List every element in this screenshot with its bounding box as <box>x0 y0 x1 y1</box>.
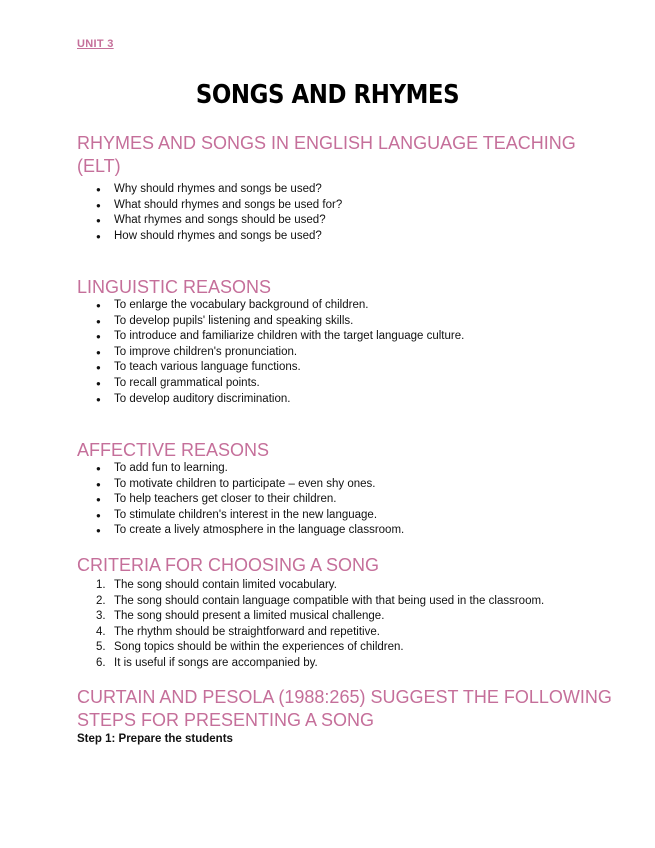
list-item: ● To help teachers get closer to their children. <box>77 492 625 508</box>
linguistic-reasons-list <box>77 298 625 407</box>
section-heading-elt: RHYMES AND SONGS IN ENGLISH LANGUAGE TEACHING (ELT) <box>77 133 576 176</box>
affective-reasons-list <box>77 461 625 539</box>
list-number: 3. <box>96 610 106 623</box>
list-item <box>77 640 625 656</box>
list-item: ● How should rhymes and songs be used? <box>77 229 625 245</box>
list-item: ● To stimulate children's interest in the new language. <box>77 508 625 524</box>
list-item-text: The song should present a limited musical challenge. <box>114 610 385 623</box>
list-number: 5. <box>96 641 106 654</box>
list-item: ● To improve children's pronunciation. <box>77 345 625 361</box>
list-item: ● To create a lively atmosphere in the language classroom. <box>77 523 625 539</box>
unit-label: UNIT 3 <box>77 38 114 50</box>
list-item: ● What rhymes and songs should be used? <box>77 213 625 229</box>
list-item: ● To introduce and familiarize children with the target language culture. <box>77 329 625 345</box>
list-item: ● What should rhymes and songs be used for? <box>77 198 625 214</box>
list-item <box>77 609 625 625</box>
criteria-list <box>77 578 625 672</box>
list-number: 4. <box>96 625 106 638</box>
section-heading-steps: CURTAIN AND PESOLA (1988:265) SUGGEST THE FOLLOWING STEPS FOR PRESENTING A SONG <box>77 687 612 730</box>
list-item: ● To enlarge the vocabulary background of children. <box>77 298 625 314</box>
section-heading-criteria: CRITERIA FOR CHOOSING A SONG <box>77 555 380 575</box>
list-item-text: The song should contain limited vocabulary. <box>114 579 337 591</box>
section-heading-linguistic: LINGUISTIC REASONS <box>77 277 272 297</box>
list-item-text: It is useful if songs are accompanied by. <box>114 656 318 669</box>
list-item <box>77 625 625 641</box>
page-title: SONGS AND RHYMES <box>195 80 460 110</box>
list-number: 6. <box>96 656 106 669</box>
list-item <box>77 656 625 672</box>
list-number: 2. <box>96 594 106 607</box>
list-item: ● To develop pupils' listening and speaking skills. <box>77 314 625 330</box>
list-number: 1. <box>96 579 106 591</box>
section-heading-affective: AFFECTIVE REASONS <box>77 440 270 460</box>
list-item: ● To develop auditory discrimination. <box>77 392 625 408</box>
list-item: ● Why should rhymes and songs be used? <box>77 182 625 198</box>
list-item-text: The rhythm should be straightforward and repetitive. <box>114 625 380 638</box>
list-item: ● To add fun to learning. <box>77 461 625 477</box>
list-item: ● To motivate children to participate – even shy ones. <box>77 477 625 493</box>
list-item: ● To teach various language functions. <box>77 360 625 376</box>
list-item <box>77 594 625 610</box>
list-item-text: The song should contain language compatible with that being used in the classroom. <box>114 594 545 607</box>
list-item-text: Song topics should be within the experiences of children. <box>114 641 404 654</box>
step-label: Step 1: Prepare the students <box>77 733 233 745</box>
list-item <box>77 578 625 594</box>
list-item: ● To recall grammatical points. <box>77 376 625 392</box>
elt-questions-list <box>77 182 625 244</box>
